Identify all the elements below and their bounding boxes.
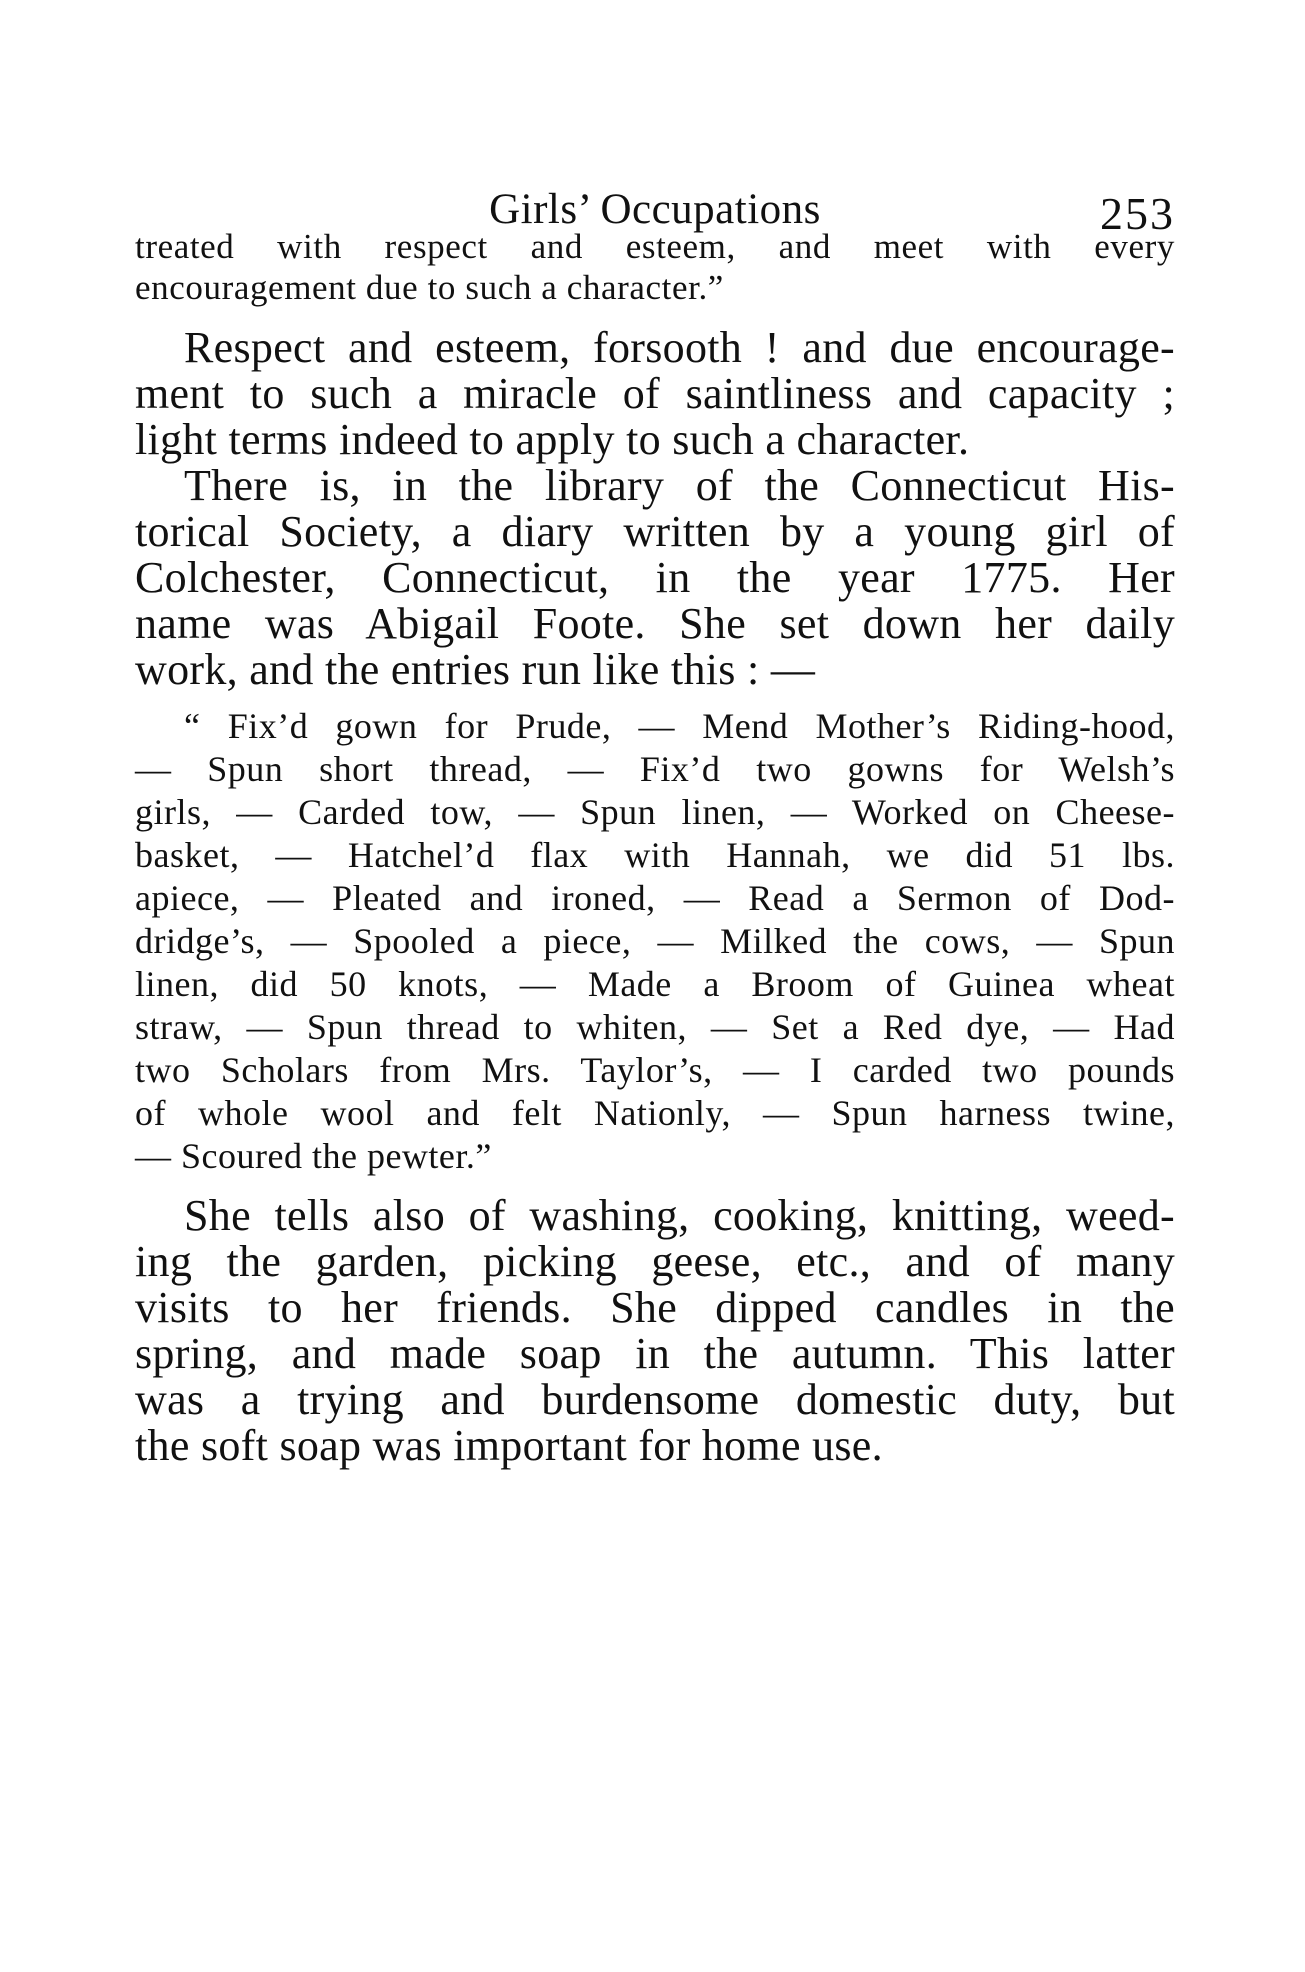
text-line: There is, in the library of the Connecticut His- xyxy=(184,461,1175,510)
text-line: ing the garden, picking geese, etc., and of many xyxy=(135,1237,1175,1286)
text-line: was a trying and burdensome domestic duty, but xyxy=(135,1375,1175,1424)
quote-line: two Scholars from Mrs. Taylor’s, — I carded two pounds xyxy=(135,1050,1175,1090)
quote-line: straw, — Spun thread to whiten, — Set a Red dye, — Had xyxy=(135,1007,1175,1047)
quote-line: apiece, — Pleated and ironed, — Read a Sermon of Dod- xyxy=(135,878,1175,918)
quote-line: basket, — Hatchel’d flax with Hannah, we did 51 lbs. xyxy=(135,835,1175,875)
quote-line: linen, did 50 knots, — Made a Broom of Guinea wheat xyxy=(135,964,1175,1004)
text-line: visits to her friends. She dipped candles in the xyxy=(135,1283,1175,1332)
quote-line: of whole wool and felt Nationly, — Spun harness twine, xyxy=(135,1093,1175,1133)
text-line: spring, and made soap in the autumn. This latter xyxy=(135,1329,1175,1378)
text-line: Colchester, Connecticut, in the year 1775. Her xyxy=(135,553,1175,602)
running-title: Girls’ Occupations xyxy=(489,186,821,233)
quote-line: girls, — Carded tow, — Spun linen, — Worked on Cheese- xyxy=(135,792,1175,832)
page-number: 253 xyxy=(1100,188,1175,239)
quote-line: — Spun short thread, — Fix’d two gowns for Welsh’s xyxy=(135,749,1175,789)
text-line: encouragement due to such a character.” xyxy=(135,268,724,307)
text-line: light terms indeed to apply to such a character. xyxy=(135,415,970,464)
text-line: name was Abigail Foote. She set down her daily xyxy=(135,599,1175,648)
quote-line: “ Fix’d gown for Prude, — Mend Mother’s Riding-hood, xyxy=(184,706,1175,746)
text-line: work, and the entries run like this : — xyxy=(135,645,816,694)
quote-line: dridge’s, — Spooled a piece, — Milked the cows, — Spun xyxy=(135,921,1175,961)
text-line: ment to such a miracle of saintliness and capacity ; xyxy=(135,369,1175,418)
text-line: She tells also of washing, cooking, knitting, weed- xyxy=(184,1191,1175,1240)
text-line: treated with respect and esteem, and meet with every xyxy=(135,227,1175,266)
text-line: torical Society, a diary written by a young girl of xyxy=(135,507,1175,556)
quote-line: — Scoured the pewter.” xyxy=(135,1136,492,1176)
text-line: Respect and esteem, forsooth ! and due encourage- xyxy=(184,323,1175,372)
text-line: the soft soap was important for home use. xyxy=(135,1421,883,1470)
